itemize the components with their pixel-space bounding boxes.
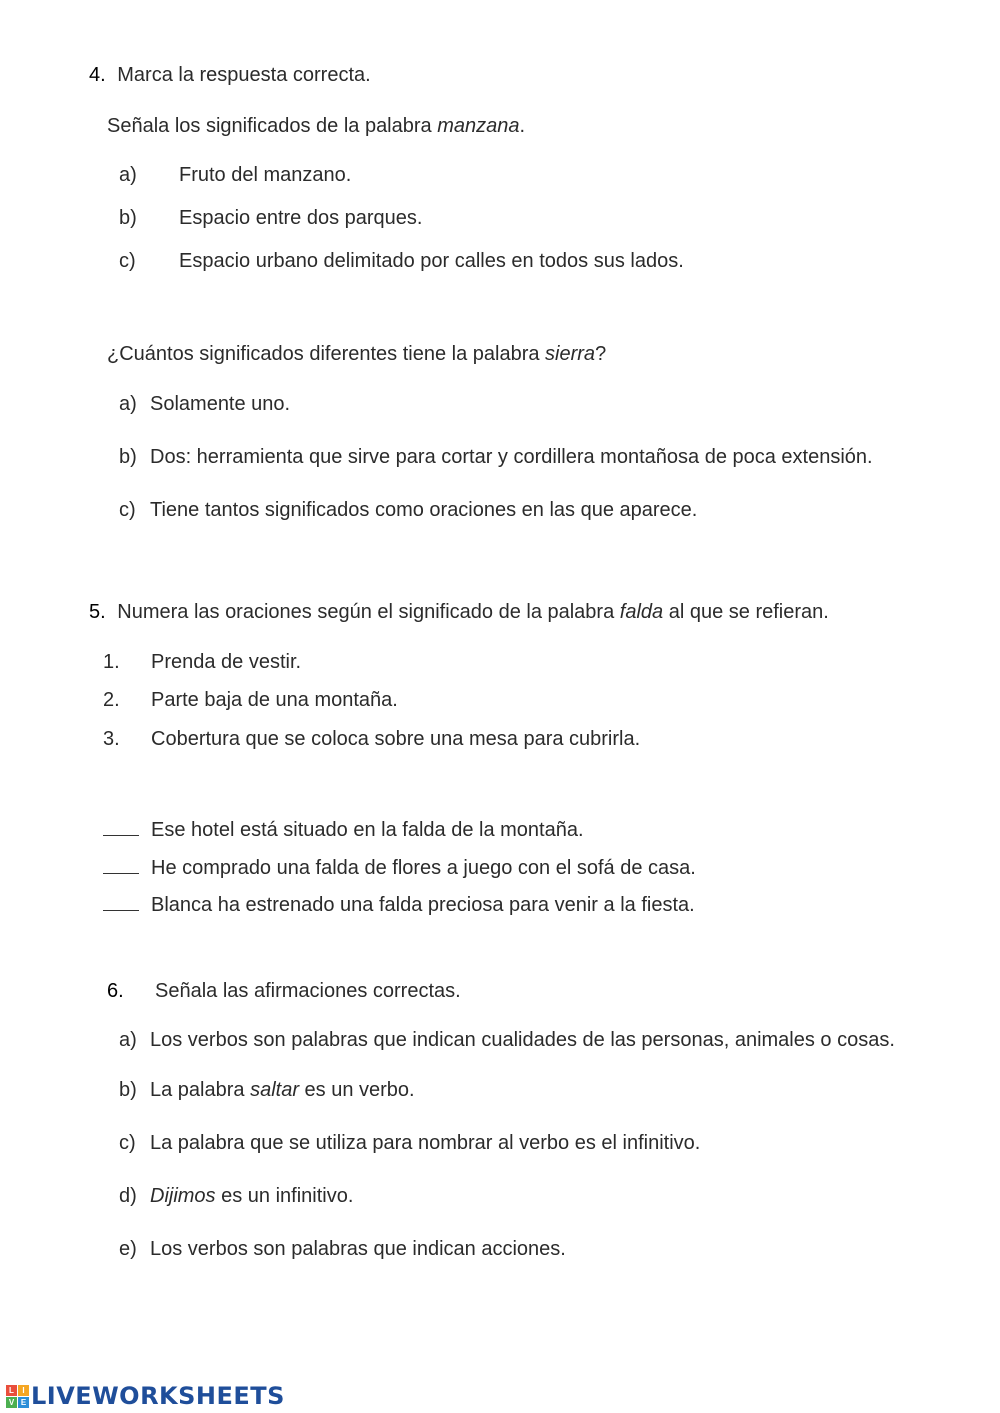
list-item[interactable] — [119, 1080, 415, 1100]
question-6-heading — [107, 981, 461, 1001]
title-text: Numera las oraciones según el significado de la palabra — [117, 601, 620, 623]
list-item[interactable] — [119, 447, 873, 467]
question-number: 5. — [89, 601, 106, 623]
option-text: La palabra que se utiliza para nombrar al verbo es el infinitivo. — [150, 1132, 701, 1154]
option-italic: Dijimos — [150, 1185, 216, 1207]
meaning-text: Prenda de vestir. — [151, 651, 302, 673]
meaning-text: Parte baja de una montaña. — [151, 689, 398, 711]
option-italic: saltar — [250, 1079, 299, 1101]
option-label: e) — [119, 1238, 137, 1260]
list-item — [103, 855, 696, 878]
option-label: b) — [119, 207, 137, 229]
option-text: Los verbos son palabras que indican cualidades de las personas, animales o cosas. — [150, 1029, 895, 1051]
question-5-heading — [89, 602, 829, 622]
liveworksheets-logo[interactable] — [6, 1383, 285, 1409]
meaning-number: 1. — [103, 651, 120, 673]
list-item[interactable] — [119, 394, 290, 414]
answer-blank[interactable] — [103, 892, 139, 911]
list-item[interactable] — [119, 208, 423, 228]
logo-icon-tile: E — [18, 1397, 29, 1408]
option-text-end: es un verbo. — [298, 1079, 415, 1101]
answer-blank[interactable] — [103, 817, 139, 836]
list-item — [103, 892, 695, 915]
option-text: Espacio entre dos parques. — [179, 207, 423, 229]
prompt-punct: . — [519, 115, 526, 137]
list-item — [103, 729, 640, 749]
list-item[interactable] — [119, 1030, 895, 1050]
title-text-end: al que se refieran. — [663, 601, 829, 623]
logo-icon-tile: V — [6, 1397, 17, 1408]
question-number: 6. — [107, 980, 124, 1002]
liveworksheets-logo-icon — [6, 1385, 29, 1408]
logo-icon-tile: I — [18, 1385, 29, 1396]
logo-icon-tile: L — [6, 1385, 17, 1396]
option-text: La palabra — [150, 1079, 251, 1101]
question-4-heading — [89, 65, 371, 85]
list-item — [103, 652, 301, 672]
option-label: a) — [119, 393, 137, 415]
option-label: d) — [119, 1185, 137, 1207]
question-number: 4. — [89, 64, 106, 86]
prompt-text: Señala los significados de la palabra — [107, 115, 438, 137]
list-item — [103, 690, 398, 710]
sentence-text: Ese hotel está situado en la falda de la montaña. — [151, 819, 584, 841]
option-label: a) — [119, 164, 137, 186]
prompt-word: sierra — [545, 343, 596, 365]
option-label: c) — [119, 499, 136, 521]
option-label: c) — [119, 1132, 136, 1154]
option-text: Tiene tantos significados como oraciones en las que aparece. — [150, 499, 698, 521]
list-item[interactable] — [119, 500, 697, 520]
option-text: Solamente uno. — [150, 393, 291, 415]
meaning-text: Cobertura que se coloca sobre una mesa para cubrirla. — [151, 728, 641, 750]
question-title — [117, 601, 829, 623]
prompt-punct: ? — [595, 343, 607, 365]
meaning-number: 2. — [103, 689, 120, 711]
list-item[interactable] — [119, 165, 351, 185]
list-item[interactable] — [119, 1239, 566, 1259]
q4-part2-prompt — [107, 344, 606, 364]
option-label: b) — [119, 1079, 137, 1101]
answer-blank[interactable] — [103, 855, 139, 874]
option-text: Espacio urbano delimitado por calles en todos sus lados. — [179, 250, 684, 272]
option-label: b) — [119, 446, 137, 468]
option-label: c) — [119, 250, 136, 272]
title-word: falda — [619, 601, 664, 623]
list-item[interactable] — [119, 1186, 353, 1206]
meaning-number: 3. — [103, 728, 120, 750]
option-text: Los verbos son palabras que indican acciones. — [150, 1238, 566, 1260]
option-text: Dos: herramienta que sirve para cortar y cordillera montañosa de poca extensión. — [150, 446, 873, 468]
option-text-end: es un infinitivo. — [215, 1185, 354, 1207]
prompt-word: manzana — [437, 115, 520, 137]
list-item — [103, 817, 584, 840]
sentence-text: Blanca ha estrenado una falda preciosa para venir a la fiesta. — [151, 894, 695, 916]
prompt-text: ¿Cuántos significados diferentes tiene la palabra — [107, 343, 546, 365]
sentence-text: He comprado una falda de flores a juego con el sofá de casa. — [151, 857, 696, 879]
list-item[interactable] — [119, 251, 684, 271]
question-title: Señala las afirmaciones correctas. — [155, 980, 461, 1002]
logo-text: LIVEWORKSHEETS — [31, 1382, 285, 1410]
question-title: Marca la respuesta correcta. — [117, 64, 371, 86]
option-text: Fruto del manzano. — [179, 164, 352, 186]
list-item[interactable] — [119, 1133, 700, 1153]
q4-part1-prompt — [107, 116, 525, 136]
option-label: a) — [119, 1029, 137, 1051]
